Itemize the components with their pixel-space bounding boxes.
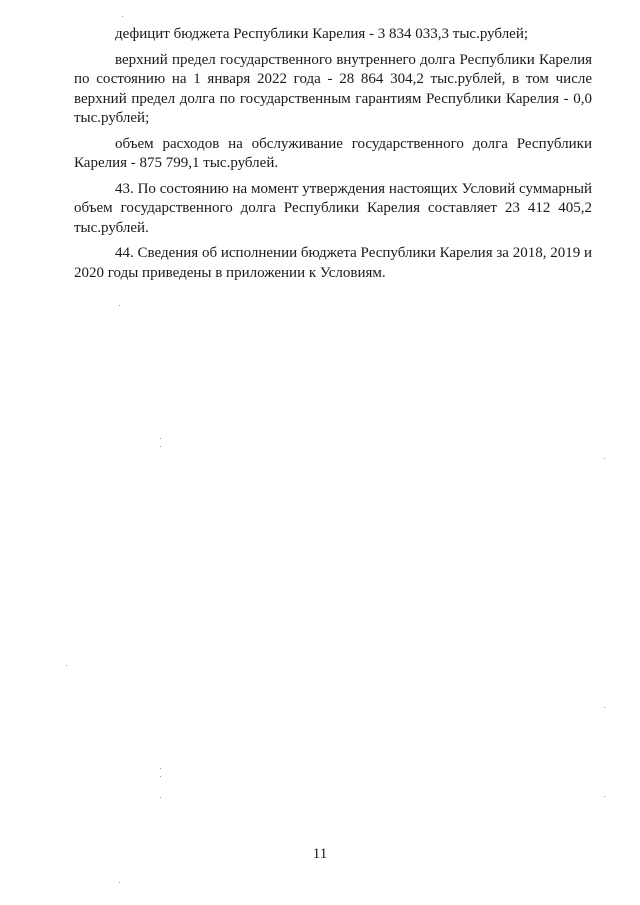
scan-speck (122, 16, 123, 17)
scan-speck (160, 797, 161, 798)
paragraph-item-43: 43. По состоянию на момент утверждения настоящих Условий суммарный объем государственного долга Республики Карелия составляет 23 412 405,2 тыс.рублей. (74, 180, 592, 236)
document-body (74, 25, 592, 289)
scan-speck (66, 665, 67, 666)
scan-speck (604, 796, 605, 797)
scan-speck (119, 882, 120, 883)
scan-speck (160, 776, 161, 777)
paragraph-item-44: 44. Сведения об исполнении бюджета Республики Карелия за 2018, 2019 и 2020 годы приведены в приложении к Условиям. (74, 245, 592, 281)
scan-speck (160, 446, 161, 447)
scan-speck (604, 458, 605, 459)
paragraph-budget-deficit: дефицит бюджета Республики Карелия - 3 834 033,3 тыс.рублей; (115, 26, 529, 42)
paragraph-debt-service-expenses: объем расходов на обслуживание государственного долга Республики Карелия - 875 799,1 тыс.рублей. (74, 135, 592, 171)
page-number: 11 (312, 846, 328, 862)
scan-speck (160, 768, 161, 769)
scan-speck (604, 707, 605, 708)
paragraph-debt-upper-limit: верхний предел государственного внутреннего долга Республики Карелия по состоянию на 1 января 2022 года - 28 864 304,2 тыс.рублей, в том числе верхний предел долга по государственным гарантиям Республики Карелия - 0,0 тыс.рублей; (74, 51, 592, 126)
scan-speck (119, 305, 120, 306)
scan-speck (160, 438, 161, 439)
